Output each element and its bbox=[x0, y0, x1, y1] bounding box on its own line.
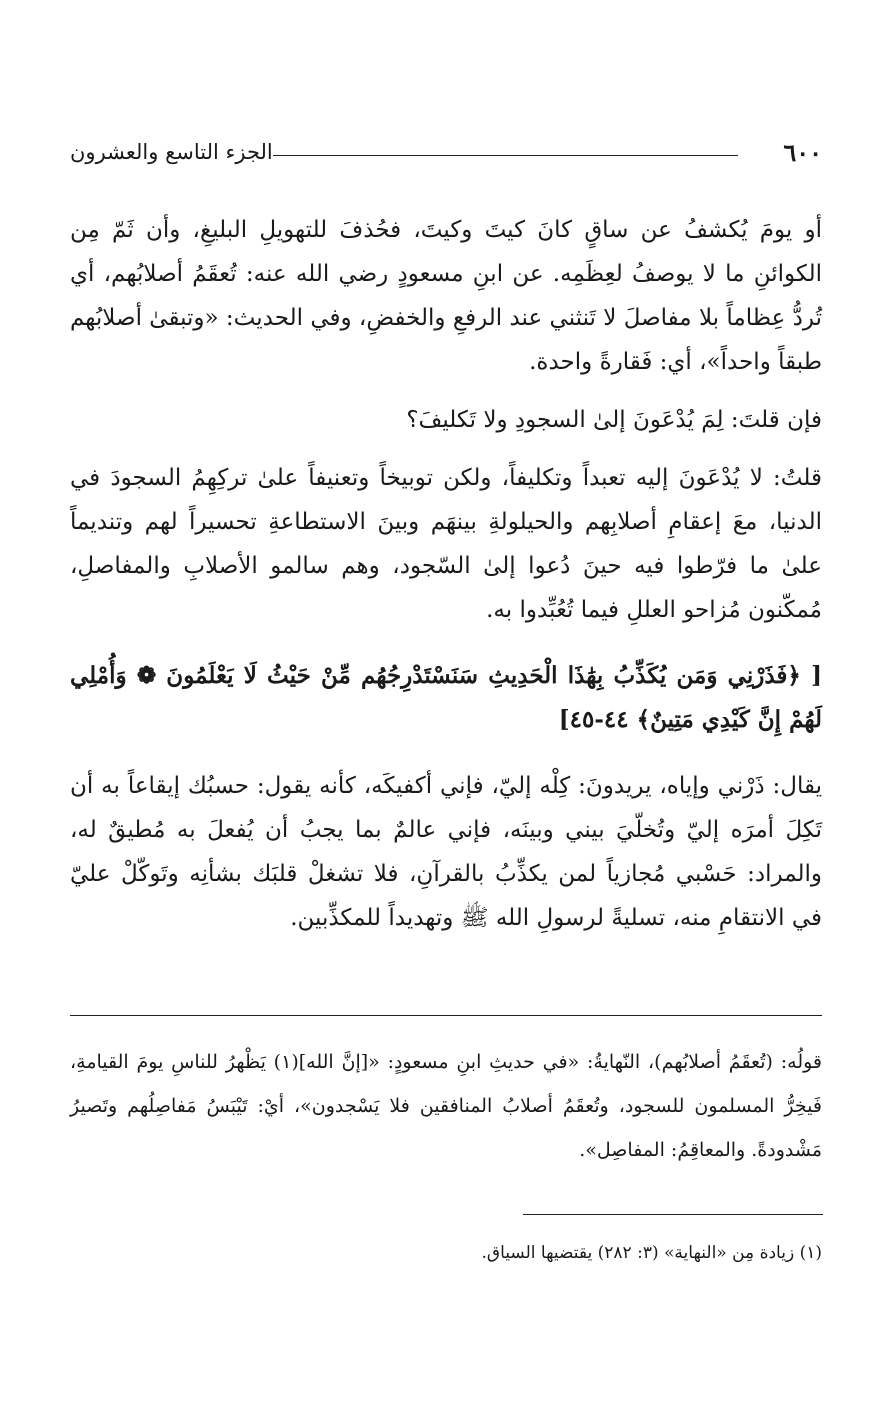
commentary-text: قولُه: (تُعقَمُ أصلابُهم)، النّهايةُ: «في حديثِ ابنِ مسعودٍ: «[إنَّ الله](١) يَظْهرُ للناسِ يومَ القيامةِ، فَيخِرُّ المسلمون للسجود، وتُعقَمُ أصلابُ المنافقين فلا يَسْجدون»، أيْ: تَيْبَسُ مَفاصِلُهم وتَصيرُ مَشْدودةً. والمعاقِمُ: المفاصِل». bbox=[70, 1051, 823, 1161]
part-title: الجزء التاسع والعشرون bbox=[70, 140, 273, 164]
footnote-separator bbox=[523, 1214, 823, 1215]
page-number: ٦٠٠ bbox=[783, 138, 822, 167]
footnote bbox=[70, 1238, 822, 1268]
quran-verse: [ ﴿فَذَرْنِي وَمَن يُكَذِّبُ بِهَٰذَا الْحَدِيثِ سَنَسْتَدْرِجُهُم مِّنْ حَيْثُ لَا يَعْلَمُونَ ❁ وَأُمْلِي لَهُمْ إِنَّ كَيْدِي مَتِينٌ﴾ ٤٤-٤٥] bbox=[70, 662, 822, 733]
commentary-section bbox=[70, 1040, 822, 1172]
paragraph-1: أو يومَ يُكشفُ عن ساقٍ كانَ كيتَ وكيتَ، فحُذفَ للتهويلِ البليغِ، وأن ثَمّ مِن الكوائنِ ما لا يوصفُ لعِظَمِه. عن ابنِ مسعودٍ رضي الله عنه: تُعقَمُ أصلابُهم، أي تُردُّ عِظاماً بلا مفاصلَ لا تَنثني عند الرفعِ والخفضِ، وفي الحديث: «وتبقىٰ أصلابُهم طبقاً واحداً»، أي: فَقارةً واحدة. bbox=[70, 217, 822, 375]
paragraph-4: يقال: ذَرْني وإياه، يريدونَ: كِلْه إليّ، فإني أكفيكَه، كأنه يقول: حسبُك إيقاعاً به أن تَكِلَ أمرَه إليّ وتُخلّيَ بيني وبينَه، فإني عالمٌ بما يجبُ أن يُفعلَ به مُطيقٌ له، والمراد: حَسْبي مُجازياً لمن يكذِّبُ بالقرآنِ، فلا تشغلْ قلبَك بشأنِه وتَوكّلْ عليّ في الانتقامِ منه، تسليةً لرسولِ الله ﷺ وتهديداً للمكذِّبين. bbox=[70, 773, 822, 931]
header-rule bbox=[273, 155, 738, 156]
main-text bbox=[70, 208, 822, 940]
footnote-text: (١) زيادة مِن «النهاية» (٣: ٢٨٢) يقتضيها السياق. bbox=[481, 1243, 822, 1263]
running-header bbox=[70, 138, 822, 174]
commentary-separator bbox=[70, 1015, 822, 1016]
question-paragraph: فإن قلتَ: لِمَ يُدْعَونَ إلىٰ السجودِ ولا تَكليفَ؟ bbox=[406, 407, 822, 433]
answer-paragraph: قلتُ: لا يُدْعَونَ إليه تعبداً وتكليفاً، ولكن توبيخاً وتعنيفاً علىٰ تركِهِمُ السجودَ في الدنيا، معَ إعقامِ أصلابِهم والحيلولةِ بينهَم وبينَ الاستطاعةِ تحسيراً لهم وتنديماً علىٰ ما فرّطوا فيه حينَ دُعوا إلىٰ السّجود، وهم سالمو الأصلابِ والمفاصلِ، مُمكّنون مُزاحو العللِ فيما تُعُبِّدوا به. bbox=[70, 465, 822, 623]
